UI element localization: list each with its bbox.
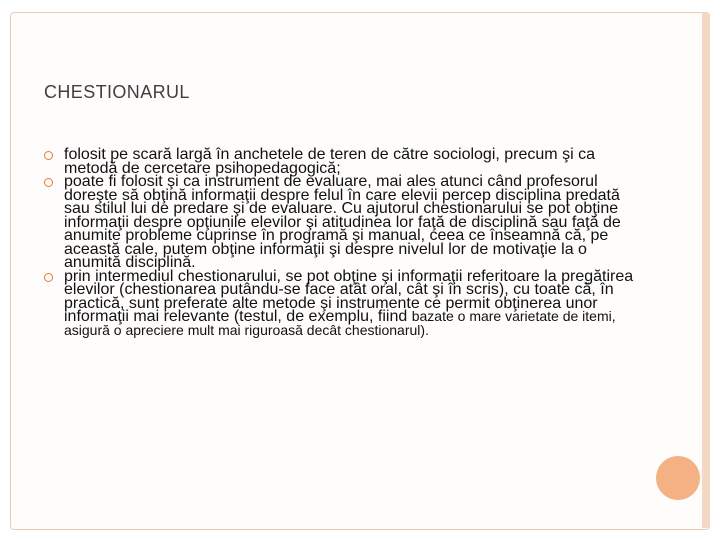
decorative-circle xyxy=(656,456,700,500)
bullet-text-3: prin intermediul chestionarului, se pot obţine şi informaţii referitoare la pregătirea elevilor (chestionarea putându-se face atât oral, cât şi în scris), cu toate că, în practică, sunt preferate alte metode şi instrumente ce permit obţinerea unor informaţii mai relevante (testul, de exemplu, fiind xyxy=(64,267,634,325)
bullet-circle-icon xyxy=(44,151,53,160)
bullet-circle-icon xyxy=(44,178,53,187)
frame-right-band xyxy=(702,12,710,528)
bullet-item-3 xyxy=(44,267,634,338)
bullet-list xyxy=(44,148,634,337)
bullet-circle-icon xyxy=(44,273,53,282)
slide-title: CHESTIONARUL xyxy=(44,82,190,102)
bullet-text-2: poate fi folosit şi ca instrument de evaluare, mai ales atunci când profesorul doreşte să obţină informaţii despre felul în care elevii percep disciplina predată sau stilul lui de predare şi de evaluare. Cu ajutorul chestionarului se pot obţine informaţii despre opţiunile elevilor şi atitudinea lor faţă de disciplină sau faţă de anumite probleme cuprinse în programă şi manual, ceea ce înseamnă că, pe această cale, putem obţine informaţii şi despre nivelul lor de motivaţie la o anumită disciplină. xyxy=(64,173,621,271)
bullet-text-1: folosit pe scară largă în anchetele de teren de către sociologi, precum şi ca metodă de cercetare psihopedagogică; xyxy=(64,146,595,177)
bullet-text-3-small: bazate o mare varietate de itemi, asigură o apreciere mult mai riguroasă decât chestionarul). xyxy=(64,308,616,338)
bullet-item-2 xyxy=(44,175,634,270)
bullet-item-1 xyxy=(44,148,634,175)
